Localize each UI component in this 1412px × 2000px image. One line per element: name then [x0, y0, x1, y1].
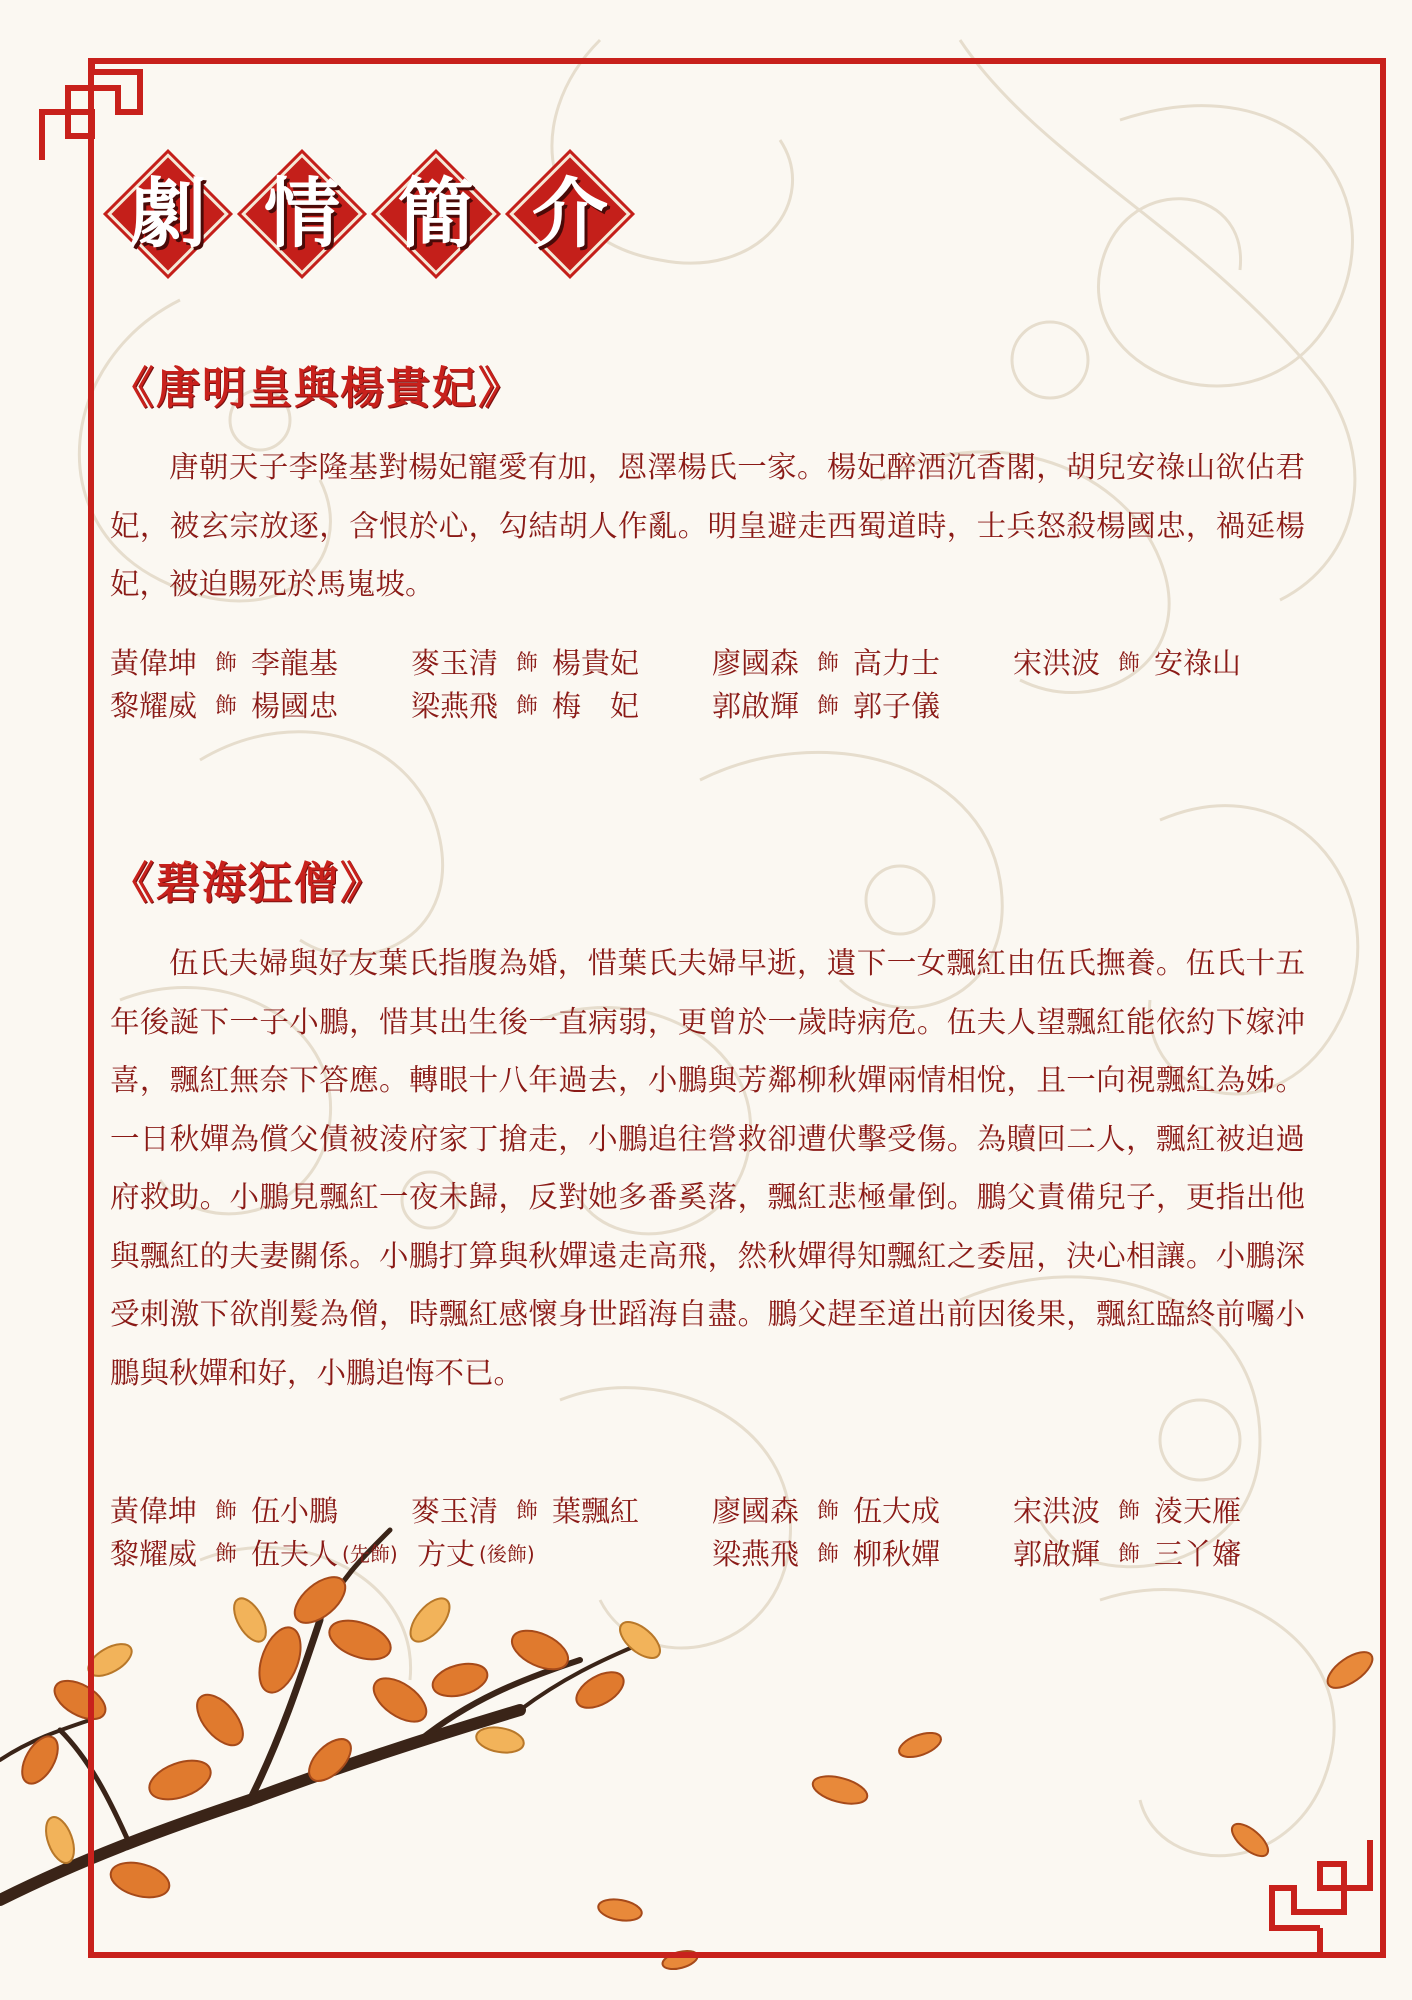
plays-label: 飾 [817, 651, 840, 676]
role-name: 葉飄紅 [552, 1494, 640, 1528]
heading-char: 劇 [130, 169, 206, 258]
role-name: 方丈 [417, 1537, 476, 1571]
actor-name: 黎耀威 [110, 689, 198, 723]
role-name: 伍小鵬 [251, 1494, 339, 1528]
cast-item [110, 1532, 411, 1573]
play1-title: 《唐明皇與楊貴妃》 [110, 363, 524, 414]
actor-name: 梁燕飛 [411, 689, 499, 723]
plays-label: 飾 [1118, 1499, 1141, 1524]
heading-diamond [246, 158, 358, 270]
cast-item [712, 1489, 1013, 1530]
cast-item [712, 684, 1013, 725]
role-name: 安祿山 [1154, 646, 1242, 680]
plays-label: 飾 [817, 1542, 840, 1567]
cast-item [712, 1532, 1013, 1573]
cast-item [411, 641, 712, 682]
plays-label: 飾 [1118, 1542, 1141, 1567]
cast-item [1013, 1489, 1314, 1530]
plays-label: 飾 [215, 651, 238, 676]
actor-name: 廖國森 [712, 1494, 800, 1528]
role-note: (先飾) [342, 1542, 398, 1566]
plays-label: 飾 [215, 694, 238, 719]
plays-label: 飾 [817, 1499, 840, 1524]
plays-label: 飾 [817, 694, 840, 719]
role-name: 伍大成 [853, 1494, 941, 1528]
cast-row [110, 683, 1315, 726]
play2-cast [110, 1488, 1315, 1574]
role-name: 郭子儀 [853, 689, 941, 723]
cast-item [411, 1532, 712, 1573]
role-name: 梅 妃 [552, 689, 640, 723]
actor-name: 黎耀威 [110, 1537, 198, 1571]
role-name: 李龍基 [251, 646, 339, 680]
page-heading [112, 150, 652, 280]
heading-char: 簡 [398, 169, 474, 258]
cast-row [110, 1488, 1315, 1531]
plays-label: 飾 [215, 1499, 238, 1524]
actor-name: 黃偉坤 [110, 646, 198, 680]
play2-title: 《碧海狂僧》 [110, 858, 386, 909]
play1-cast [110, 640, 1315, 726]
role-name: 楊國忠 [251, 689, 339, 723]
heading-char: 介 [532, 169, 608, 258]
cast-row [110, 1531, 1315, 1574]
heading-diamond [514, 158, 626, 270]
role-name: 伍夫人 [251, 1537, 339, 1571]
plays-label: 飾 [516, 651, 539, 676]
actor-name: 黃偉坤 [110, 1494, 198, 1528]
role-name: 三丫嬸 [1154, 1537, 1242, 1571]
role-name: 楊貴妃 [552, 646, 640, 680]
plays-label: 飾 [516, 694, 539, 719]
cast-item [110, 641, 411, 682]
cast-item [411, 684, 712, 725]
cast-row [110, 640, 1315, 683]
plays-label: 飾 [215, 1542, 238, 1567]
cast-item [1013, 641, 1314, 682]
cast-item [110, 1489, 411, 1530]
actor-name: 宋洪波 [1013, 1494, 1101, 1528]
cast-item [1013, 1532, 1314, 1573]
actor-name: 梁燕飛 [712, 1537, 800, 1571]
heading-diamond [380, 158, 492, 270]
actor-name: 郭啟輝 [1013, 1537, 1101, 1571]
plays-label: 飾 [1118, 651, 1141, 676]
actor-name: 廖國森 [712, 646, 800, 680]
heading-diamond [112, 158, 224, 270]
role-name: 淩天雁 [1154, 1494, 1242, 1528]
cast-item [411, 1489, 712, 1530]
actor-name: 麥玉清 [411, 1494, 499, 1528]
heading-char: 情 [264, 169, 340, 258]
cast-item [110, 684, 411, 725]
actor-name: 郭啟輝 [712, 689, 800, 723]
play1-synopsis: 唐朝天子李隆基對楊妃寵愛有加，恩澤楊氏一家。楊妃醉酒沉香閣，胡兒安祿山欲佔君妃，被玄宗放逐，含恨於心，勾結胡人作亂。明皇避走西蜀道時，士兵怒殺楊國忠，禍延楊妃，被迫賜死於馬嵬坡。 [110, 450, 1305, 601]
role-note: (後飾) [479, 1542, 535, 1566]
actor-name: 宋洪波 [1013, 646, 1101, 680]
role-name: 柳秋嬋 [853, 1537, 941, 1571]
play2-synopsis: 伍氏夫婦與好友葉氏指腹為婚，惜葉氏夫婦早逝，遺下一女飄紅由伍氏撫養。伍氏十五年後誕下一子小鵬，惜其出生後一直病弱，更曾於一歲時病危。伍夫人望飄紅能依約下嫁沖喜，飄紅無奈下答應。轉眼十八年過去，小鵬與芳鄰柳秋嬋兩情相悅，且一向視飄紅為姊。一日秋嬋為償父債被淩府家丁搶走，小鵬追往營救卻遭伏擊受傷。為贖回二人，飄紅被迫過府救助。小鵬見飄紅一夜未歸，反對她多番奚落，飄紅悲極暈倒。鵬父責備兒子，更指出他與飄紅的夫妻關係。小鵬打算與秋嬋遠走高飛，然秋嬋得知飄紅之委屈，決心相讓。小鵬深受刺激下欲削髮為僧，時飄紅感懷身世蹈海自盡。鵬父趕至道出前因後果，飄紅臨終前囑小鵬與秋嬋和好，小鵬追悔不已。 [110, 946, 1305, 1390]
actor-name: 麥玉清 [411, 646, 499, 680]
role-name: 高力士 [853, 646, 941, 680]
plays-label: 飾 [516, 1499, 539, 1524]
cast-item [712, 641, 1013, 682]
